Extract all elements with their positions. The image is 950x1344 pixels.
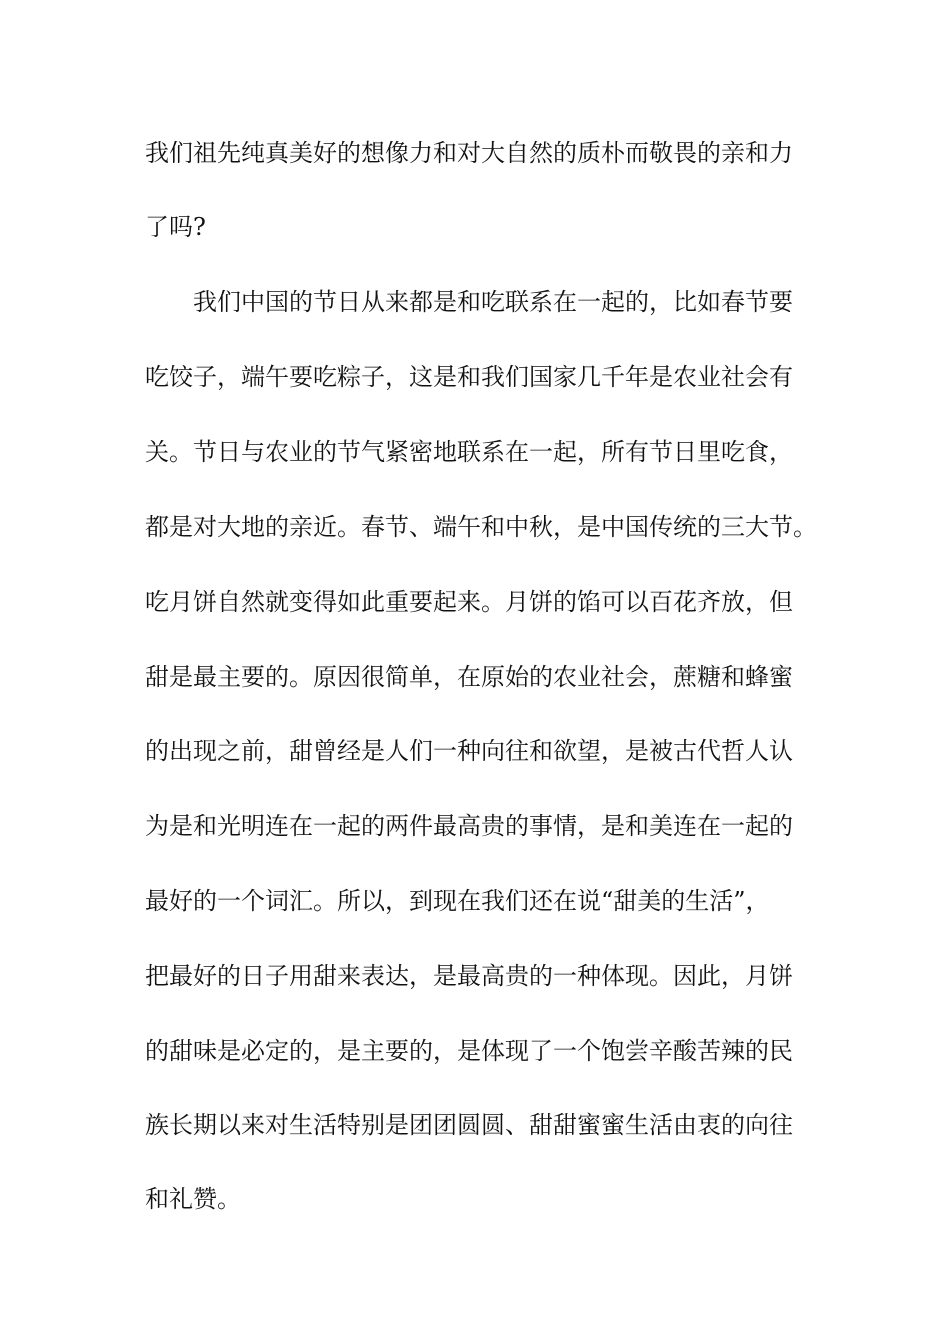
text-line: 的甜味是必定的，是主要的，是体现了一个饱尝辛酸苦辣的民 [145,1037,793,1065]
text-line: 我们祖先纯真美好的想像力和对大自然的质朴而敬畏的亲和力 [145,139,793,167]
text-line: 吃饺子，端午要吃粽子，这是和我们国家几千年是农业社会有 [145,363,793,391]
text-line: 为是和光明连在一起的两件最高贵的事情，是和美连在一起的 [145,812,793,840]
text-line: 最好的一个词汇。所以，到现在我们还在说“甜美的生活”， [145,887,770,915]
text-line: 都是对大地的亲近。春节、端午和中秋，是中国传统的三大节。 [145,513,817,541]
text-line: 和礼赞。 [145,1185,241,1213]
text-line: 了吗? [145,213,206,241]
text-line: 族长期以来对生活特别是团团圆圆、甜甜蜜蜜生活由衷的向往 [145,1111,793,1139]
text-line: 甜是最主要的。原因很简单，在原始的农业社会，蔗糖和蜂蜜 [145,663,793,691]
text-line: 把最好的日子用甜来表达，是最高贵的一种体现。因此，月饼 [145,962,793,990]
text-line: 吃月饼自然就变得如此重要起来。月饼的馅可以百花齐放，但 [145,588,793,616]
text-line: 关。节日与农业的节气紧密地联系在一起，所有节日里吃食， [145,438,793,466]
paragraph-first-line: 我们中国的节日从来都是和吃联系在一起的，比如春节要 [193,288,793,316]
text-line: 的出现之前，甜曾经是人们一种向往和欲望，是被古代哲人认 [145,737,793,765]
